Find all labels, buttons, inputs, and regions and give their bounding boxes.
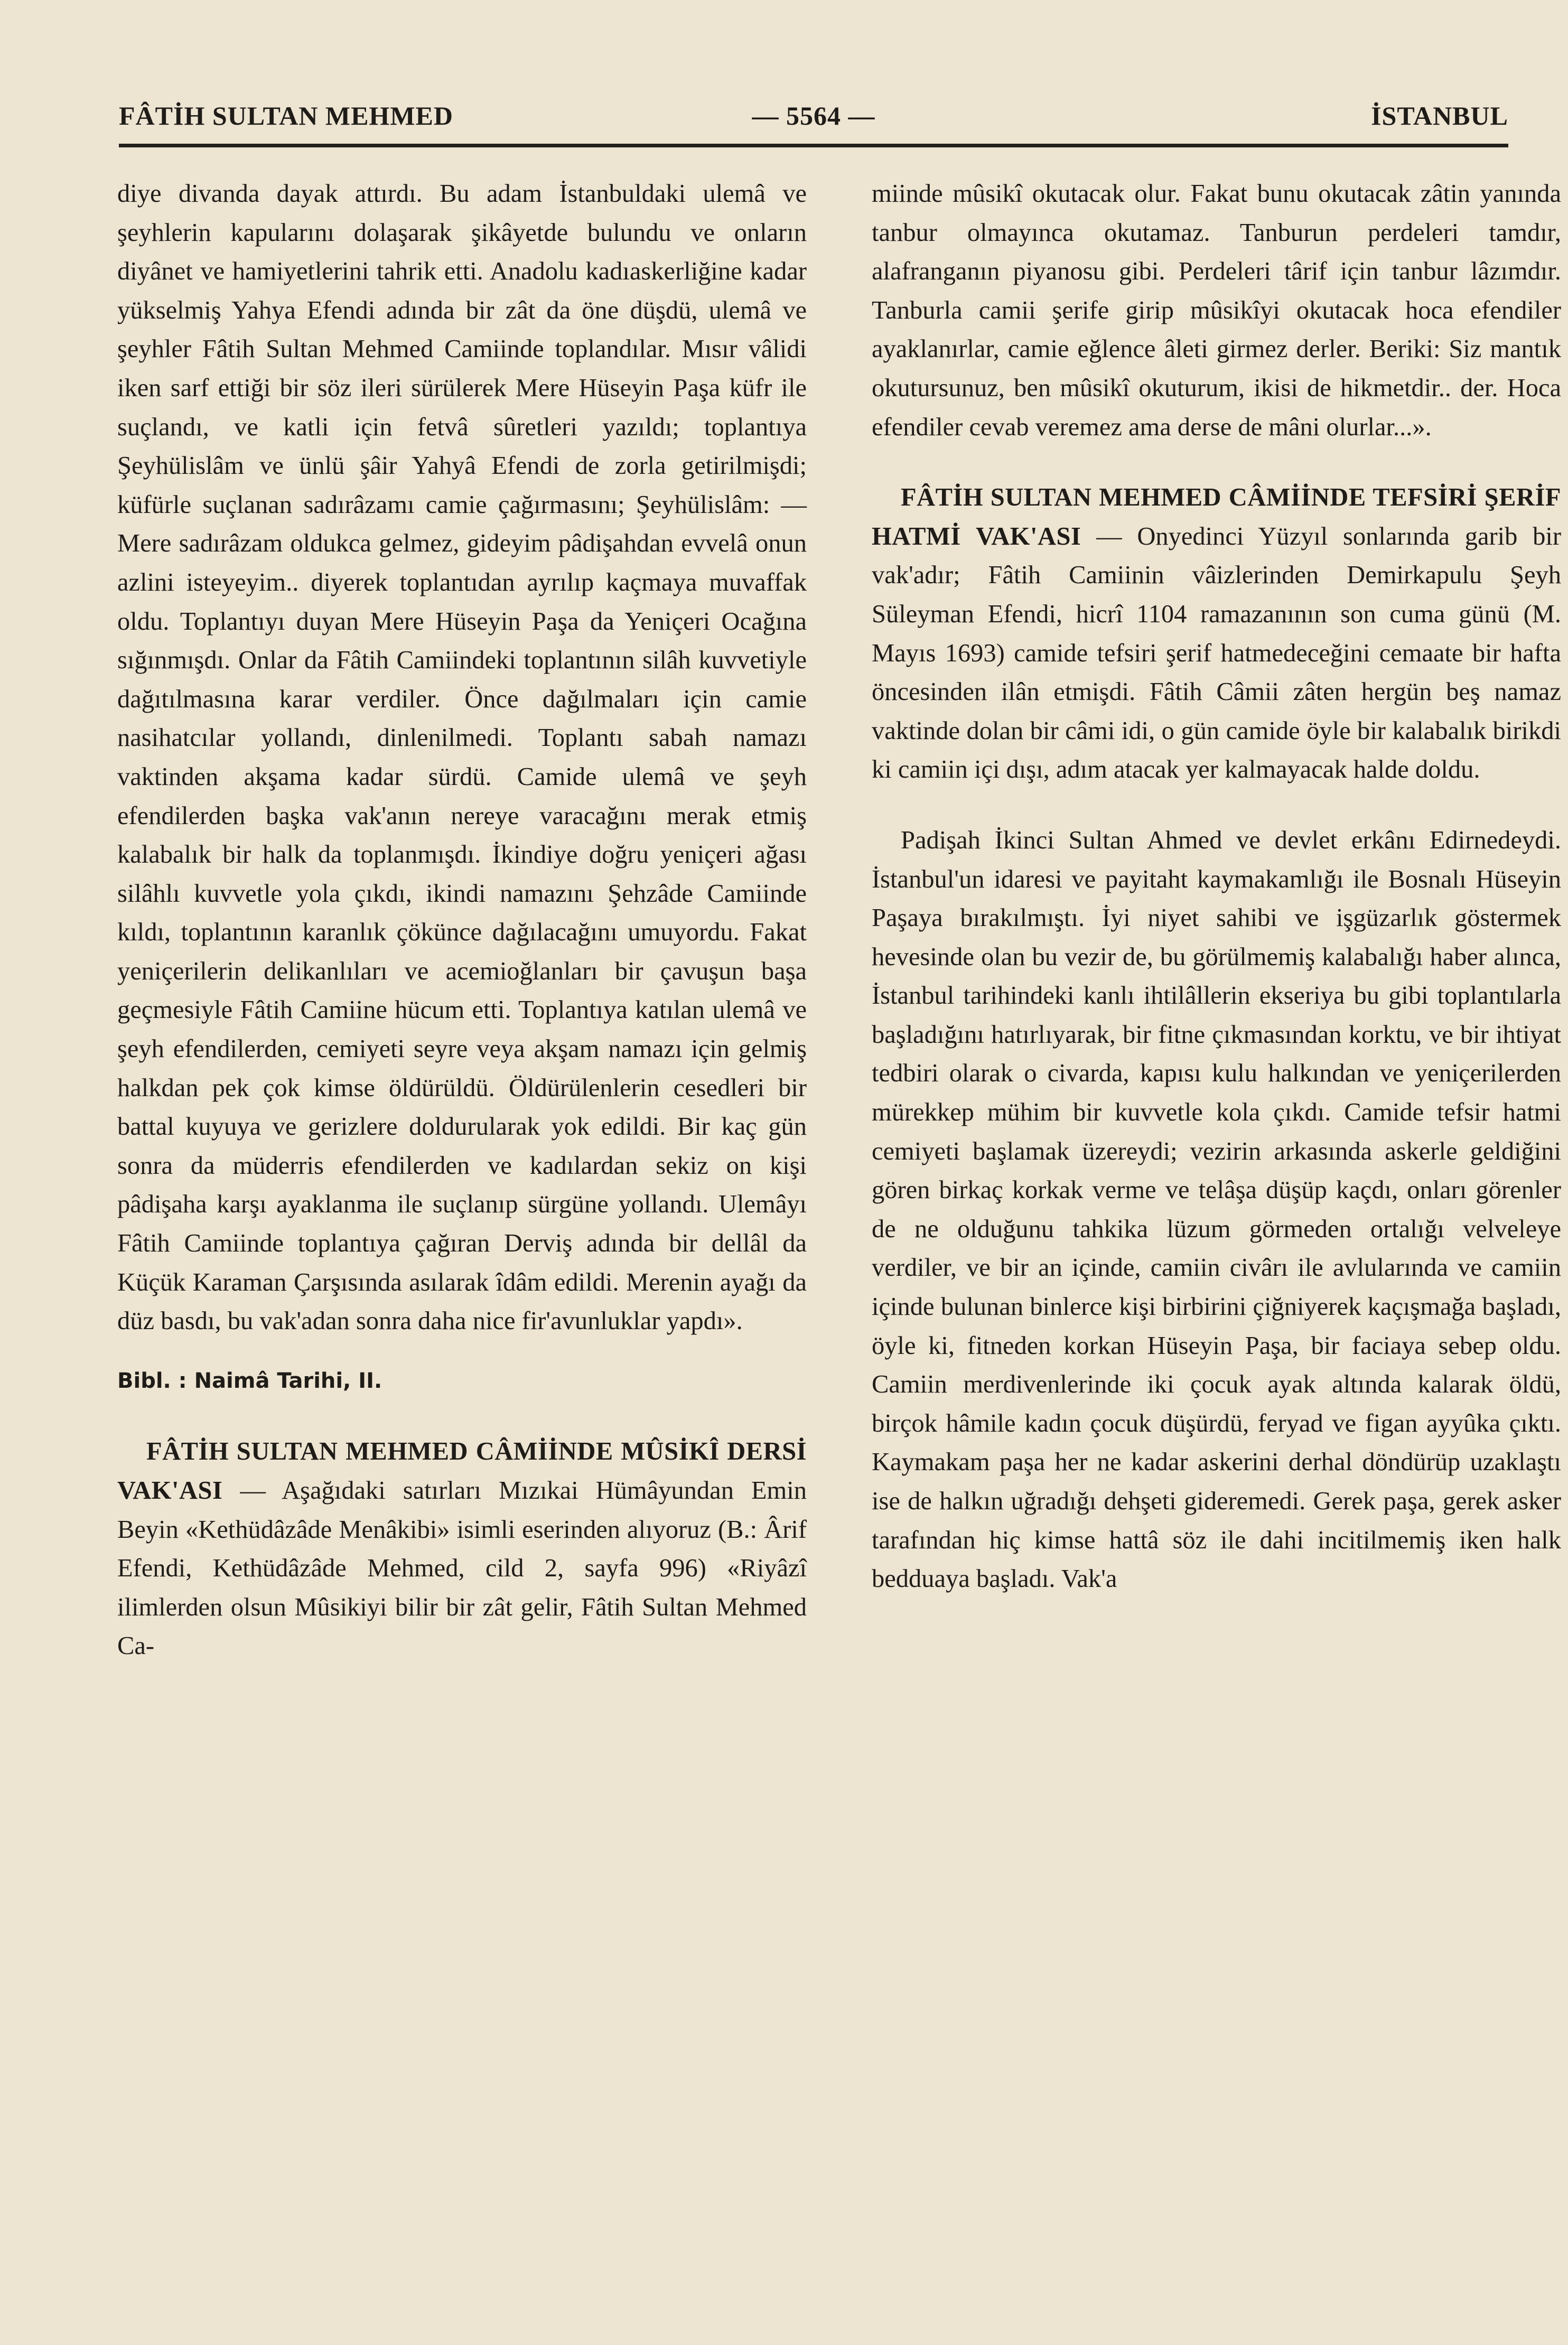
right-column [872,174,1561,1599]
page-number: — 5564 — [752,101,875,130]
right-paragraph-1: miinde mûsikî okutacak olur. Fakat bunu okutacak zâtin yanında tanbur olmayınca okutamaz. Tanburun perdeleri tamdır, alafranganın piyanosu gibi. Perdeleri târif için tanbur lâzımdır. Tanburla camii şerife girip mûsikîyi okutacak hoca efendiler ayaklanırlar, camie eğlence âleti girmez derler. Beriki: Siz mantık okutursunuz, ben mûsikî okuturum, ikisi de hikmetdir.. der. Hoca efendiler cevab veremez ama derse de mâni olurlar...». [872,180,1561,441]
section-musiki-dersi [117,1432,807,1666]
header-title-right: İSTANBUL [1371,101,1508,130]
bibliography-note: Bibl. : Naimâ Tarihi, II. [117,1368,382,1393]
section-tefsir-hatmi-title: FÂTİH SULTAN MEHMED CÂMİİNDE TEFSİRİ ŞERİF HATMİ VAK'ASI [872,483,1561,550]
header-title-left: FÂTİH SULTAN MEHMED [119,101,453,130]
section-musiki-dersi-title: FÂTİH SULTAN MEHMED CÂMİİNDE MÛSİKÎ DERSİ VAK'ASI [117,1437,807,1505]
running-header [119,95,1508,143]
left-paragraph-1: diye divanda dayak attırdı. Bu adam İstanbuldaki ulemâ ve şeyhlerin kapularını dolaşarak şikâyetde bulundu ve onların diyânet ve hamiyetlerini tahrik etti. Anadolu kadıaskerliğine kadar yükselmiş Yahya Efendi adında bir zât da öne düşdü, ulemâ ve şeyhler Fâtih Sultan Mehmed Camiinde toplandılar. Mısır vâlidi iken sarf ettiği bir söz ileri sürülerek Mere Hüseyin Paşa küfr ile suçlandı, ve katli için fetvâ sûretleri yazıldı; toplantıya Şeyhülislâm ve ünlü şâir Yahyâ Efendi de zorla getirilmişdi; küfürle suçlanan sadırâzamı camie çağırmasını; Şeyhülislâm: — Mere sadırâzam oldukca gelmez, gideyim pâdişahdan evvelâ onun azlini isteyeyim.. diyerek toplantıdan ayrılıp kaçmaya muvaffak oldu. Toplantıyı duyan Mere Hüseyin Paşa da Yeniçeri Ocağına sığınmışdı. Onlar da Fâtih Camiindeki toplantının silâh kuvvetiyle dağıtılmasına karar verdiler. Önce dağılmaları için camie nasihatcılar yollandı, dinlenilmedi. Toplantı sabah namazı vaktinden akşama kadar sürdü. Camide ulemâ ve şeyh efendilerden başka vak'anın nereye varacağını merak etmiş kalabalık bir halk da toplanmışdı. İkindiye doğru yeniçeri ağası silâhlı kuvvetle yola çıkdı, ikindi namazını Şehzâde Camiinde kıldı, toplantının karanlık çökünce dağılacağını umuyordu. Fakat yeniçerilerin delikanlıları ve acemioğlanları bir çavuşun başa geçmesiyle Fâtih Camiine hücum etti. Toplantıya katılan ulemâ ve şeyh efendilerden, cemiyeti seyre veya akşam namazı için gelmiş halkdan pek çok kimse öldürüldü. Öldürülenlerin cesedleri bir battal kuyuya ve gerizlere doldurularak yok edildi. Bir kaç gün sonra da müderris efendilerden ve kadılardan sekiz on kişi pâdişaha karşı ayaklanma ile suçlanıp sürgüne yollandı. Ulemâyı Fâtih Camiinde toplantıya çağıran Derviş adında bir dellâl da Küçük Karaman Çarşısında asılarak îdâm edildi. Merenin ayağı da düz basdı, bu vak'adan sonra daha nice fir'avunluklar yapdı». [117,180,807,1335]
section-tefsir-hatmi [872,478,1561,789]
section-tefsir-hatmi-text: — Onyedinci Yüzyıl sonlarında garib bir vak'adır; Fâtih Camiinin vâizlerinden Demirkapulu Şeyh Süleyman Efendi, hicrî 1104 ramazanının son cuma günü (M. Mayıs 1693) camide tefsiri şerif hatmedeceğini cemaate bir hafta öncesinden ilân etmişdi. Fâtih Câmii zâten hergün beş namaz vaktinde dolan bir câmi idi, o gün camide öyle bir kalabalık birikdi ki camiin içi dışı, adım atacak yer kalmayacak halde doldu. [872,522,1561,784]
section-musiki-dersi-text: — Aşağıdaki satırları Mızıkai Hümâyundan Emin Beyin «Kethüdâzâde Menâkibi» isimli eserinden alıyoruz (B.: Ârif Efendi, Kethüdâzâde Mehmed, cild 2, sayfa 996) «Riyâzî ilimlerden olsun Mûsikiyi bilir bir zât gelir, Fâtih Sultan Mehmed Ca- [117,1477,807,1660]
header-rule [119,144,1508,147]
left-column [117,174,807,1666]
right-paragraph-3: Padişah İkinci Sultan Ahmed ve devlet erkânı Edirnedeydi. İstanbul'un idaresi ve payitaht kaymakamlığı ile Bosnalı Hüseyin Paşaya bırakılmıştı. İyi niyet sahibi ve işgüzarlık göstermek hevesinde olan bu vezir de, bu görülmemiş kalabalığı haber alınca, İstanbul tarihindeki kanlı ihtilâllerin ekseriya bu gibi toplantılarla başladığını hatırlıyarak, bir fitne çıkmasından korktu, ve bir ihtiyat tedbiri olarak o civarda, kapısı kulu halkından ve yeniçerilerden mürekkep mühim bir kuvvetle kola çıkdı. Camide tefsir hatmi cemiyeti başlamak üzereydi; vezirin arkasında askerle geldiğini gören birkaç korkak verme ve telâşa düşüp kaçdı, onları görenler de ne olduğunu tahkika lüzum görmeden ortalığı velveleye verdiler, ve bir an içinde, camiin civârı ile avlularında ve camiin içinde bulunan binlerce kişi birbirini çiğniyerek kaçışmağa başladı, öyle ki, fitneden korkan Hüseyin Paşa, bir faciaya sebep oldu. Camiin merdivenlerinde iki çocuk ayak altında kalarak öldü, birçok hâmile kadın çocuk düşürdü, feryad ve figan ayyûka çıktı. Kaymakam paşa her ne kadar askerini derhal döndürüp uzaklaştı ise de halkın uğradığı dehşeti gideremedi. Gerek paşa, gerek asker tarafından hiç kimse hattâ söz ile dahi incitilmemiş iken halk bedduaya başladı. Vak'a [872,826,1561,1593]
